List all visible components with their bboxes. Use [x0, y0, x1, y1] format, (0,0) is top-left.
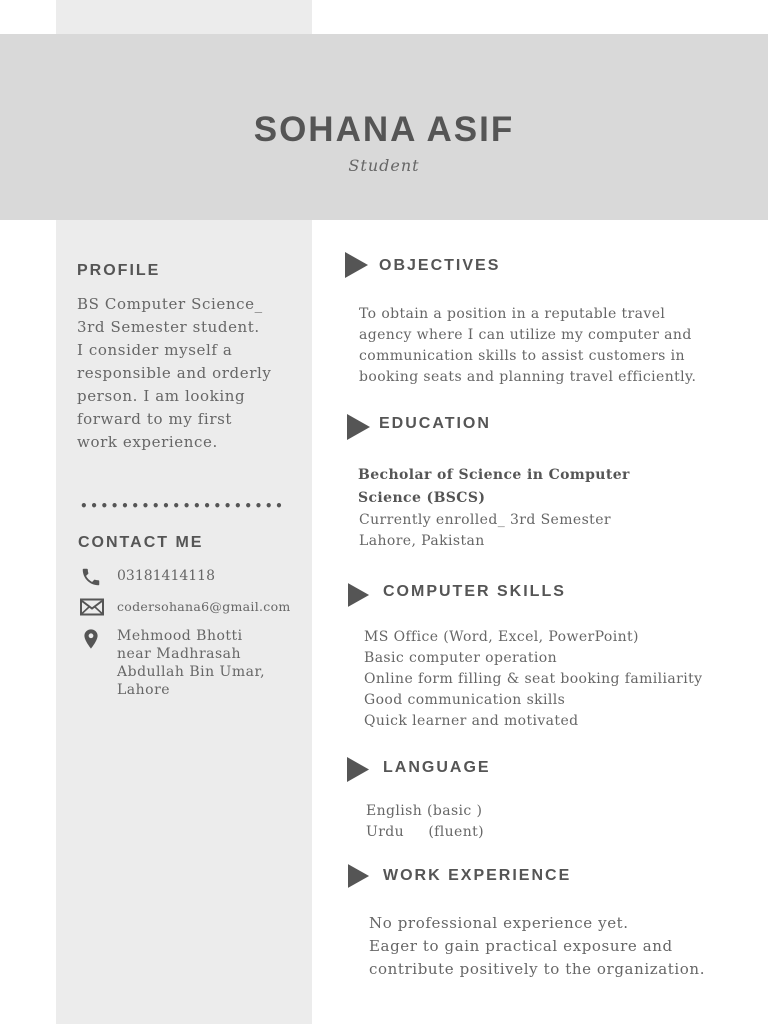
list-item: Online form filling & seat booking familiarity: [364, 671, 703, 687]
objectives-text: To obtain a position in a reputable travel agency where I can utilize my computer and communication skills to assist customers in booking seats and planning travel efficiently.: [359, 306, 697, 385]
language-list: [366, 801, 484, 843]
triangle-right-icon: [347, 757, 370, 782]
profile-heading: PROFILE: [77, 262, 161, 279]
location-pin-icon: [80, 627, 104, 649]
candidate-name: SOHANA ASIF: [253, 110, 515, 149]
contact-address: Mehmood Bhotti near Madhrasah Abdullah Bin Umar, Lahore: [117, 628, 266, 698]
objectives-title: OBJECTIVES: [379, 257, 501, 274]
triangle-right-icon: [348, 583, 370, 607]
sidebar-divider: ••••••••••••••••••••: [80, 499, 286, 513]
list-item: Urdu (fluent): [366, 824, 485, 840]
envelope-icon: [80, 597, 104, 619]
list-item: Good communication skills: [364, 692, 566, 708]
list-item: Basic computer operation: [364, 650, 558, 666]
education-degree: Becholar of Science in Computer Science (BSCS): [358, 467, 630, 506]
triangle-right-icon: [348, 864, 370, 888]
education-title: EDUCATION: [379, 415, 491, 432]
skills-list: [364, 627, 702, 732]
profile-text: BS Computer Science_ 3rd Semester student. I consider myself a responsible and orderly person. I am looking forward to my first work experience.: [77, 295, 272, 451]
contact-heading: CONTACT ME: [78, 534, 204, 551]
contact-phone: 03181414118: [117, 568, 215, 584]
contact-address-row: [80, 627, 305, 707]
work-text: No professional experience yet. Eager to gain practical exposure and contribute positively to the organization.: [369, 914, 706, 978]
candidate-role: Student: [348, 156, 420, 175]
list-item: Quick learner and motivated: [364, 713, 579, 729]
education-location: Lahore, Pakistan: [359, 533, 485, 549]
skills-title: COMPUTER SKILLS: [383, 583, 566, 600]
list-item: MS Office (Word, Excel, PowerPoint): [364, 629, 639, 645]
work-title: WORK EXPERIENCE: [383, 867, 572, 884]
triangle-right-icon: [347, 414, 371, 440]
contact-email-row: [80, 597, 305, 619]
language-title: LANGUAGE: [383, 759, 491, 776]
contact-phone-row: [80, 566, 305, 588]
education-status: Currently enrolled_ 3rd Semester: [359, 512, 611, 528]
triangle-right-icon: [345, 252, 369, 278]
contact-email: codersohana6@gmail.com: [117, 599, 291, 614]
phone-icon: [80, 566, 104, 588]
list-item: English (basic ): [366, 803, 483, 819]
